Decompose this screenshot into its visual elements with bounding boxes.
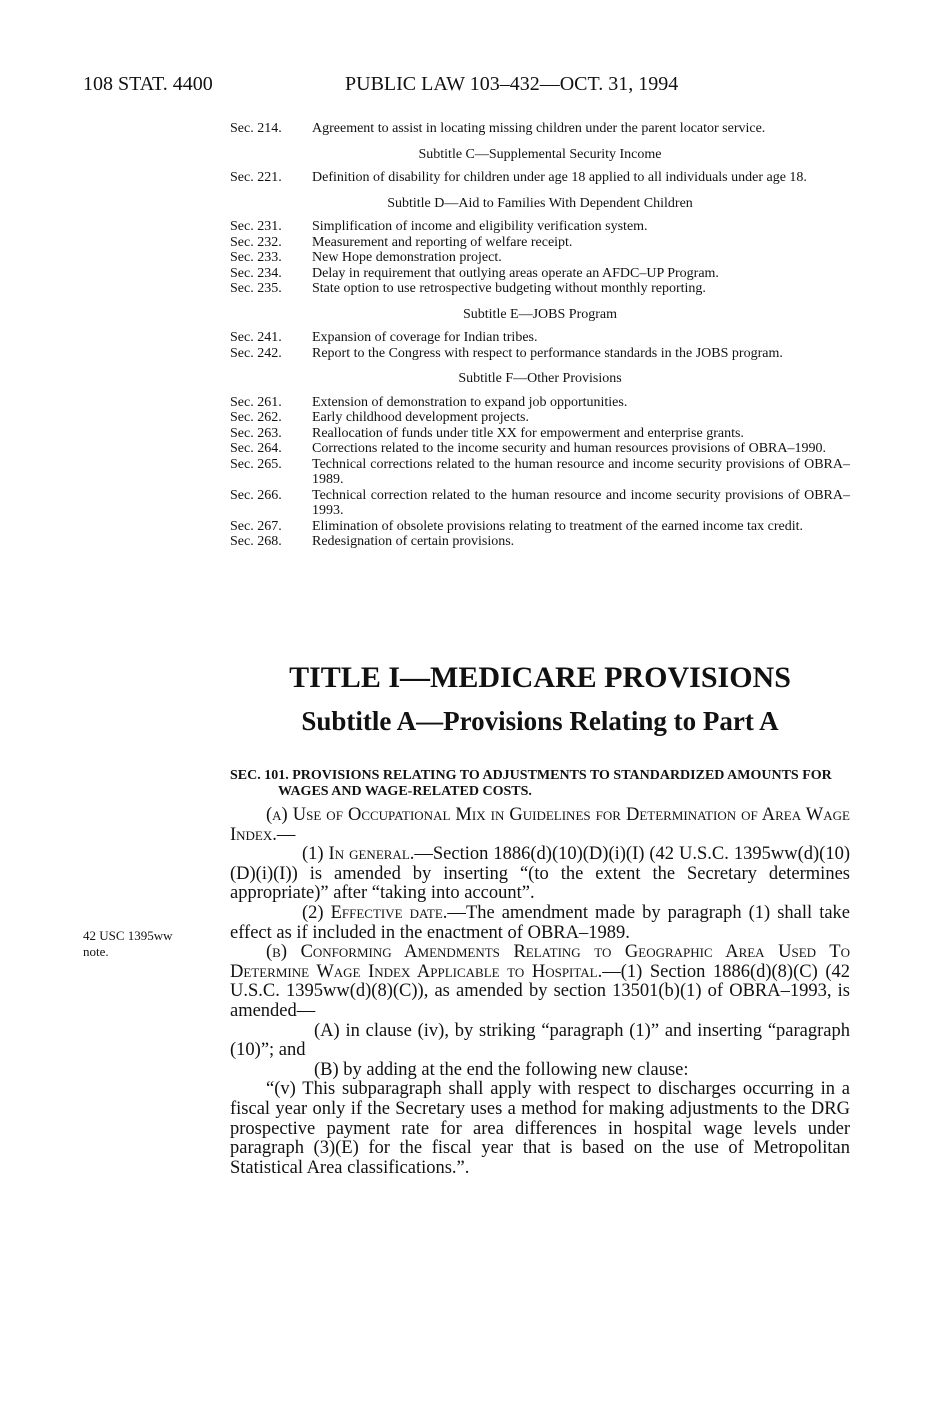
toc-section-number: Sec. 214. xyxy=(230,121,282,136)
toc-section-title: Technical corrections related to the human resource and income security provisions of OBRA–1989. xyxy=(312,456,850,487)
toc-entry xyxy=(230,330,850,346)
public-law-citation: PUBLIC LAW 103–432—OCT. 31, 1994 xyxy=(345,73,679,95)
toc-section-title: Report to the Congress with respect to performance standards in the JOBS program. xyxy=(312,345,783,361)
toc-section-number: Sec. 261. xyxy=(230,394,282,410)
toc-section-title: Definition of disability for children under age 18 applied to all individuals under age 18. xyxy=(312,170,807,185)
toc-group-d xyxy=(230,219,850,297)
subparagraph-b: (B) by adding at the end the following new clause: xyxy=(314,1059,689,1080)
paragraph-1-text: Section 1886(d)(10)(D)(i)(I) (42 U.S.C. 1395ww(d)(10)(D)(i)(I)) is amended by inserting “(to the extent the Secretary determines appropriate)” after “taking into account”. xyxy=(230,844,850,904)
toc-section-number: Sec. 242. xyxy=(230,345,282,361)
toc-section-number: Sec. 235. xyxy=(230,281,282,296)
toc-section-number: Sec. 231. xyxy=(230,219,282,234)
paragraph-2-label: (2) Effective date.— xyxy=(302,902,466,923)
margin-note-citation: 42 USC 1395ww xyxy=(83,928,173,943)
toc-section-title: Technical correction related to the human resource and income security provisions of OBRA–1993. xyxy=(312,487,850,518)
toc-group-f xyxy=(230,395,850,550)
toc-entry xyxy=(230,281,850,297)
toc-section-number: Sec. 233. xyxy=(230,250,282,265)
toc-entry xyxy=(230,410,850,426)
toc-entry xyxy=(230,250,850,266)
subparagraph-a: (A) in clause (iv), by striking “paragraph (1)” and inserting “paragraph (10)”; and xyxy=(230,1020,850,1061)
subsection-b-heading: (b) Conforming Amendments Relating to Geographic Area Used To Determine Wage Index Applicable to Hospital.— xyxy=(230,942,850,982)
toc-section-title: Simplification of income and eligibility verification system. xyxy=(312,219,648,234)
toc-section-number: Sec. 263. xyxy=(230,425,282,441)
toc-entry xyxy=(230,519,850,535)
toc-subtitle-e: Subtitle E—JOBS Program xyxy=(462,306,617,322)
toc-section-title: Extension of demonstration to expand job opportunities. xyxy=(312,394,628,410)
toc-section-number: Sec. 268. xyxy=(230,534,282,549)
toc-section-number: Sec. 265. xyxy=(230,456,282,472)
toc-entry xyxy=(230,426,850,442)
toc-section-number: Sec. 264. xyxy=(230,441,282,456)
toc-section-number: Sec. 234. xyxy=(230,265,282,281)
subsection-b-text: (1) Section 1886(d)(8)(C) (42 U.S.C. 1395ww(d)(8)(C)), as amended by section 13501(b)(1) of OBRA–1993, is amended— xyxy=(230,961,850,1021)
subsection-a-heading: (a) Use of Occupational Mix in Guidelines for Determination of Area Wage Index.— xyxy=(230,805,850,845)
toc-subtitle-d: Subtitle D—Aid to Families With Dependent Children xyxy=(387,195,693,211)
paragraph-1 xyxy=(230,845,850,904)
title-heading: TITLE I—MEDICARE PROVISIONS xyxy=(289,661,791,694)
toc-section-title: Expansion of coverage for Indian tribes. xyxy=(312,330,538,345)
toc-group-c xyxy=(230,170,850,186)
toc-entry xyxy=(230,170,850,186)
quoted-clause-v: “(v) This subparagraph shall apply with respect to discharges occurring in a fiscal year only if the Secretary uses a method for making adjustments to the DRG prospective payment rate for area differences in hospital wage levels under paragraph (3)(E) for the fiscal year that is based on the use of Metropolitan Statistical Area classifications.”. xyxy=(230,1079,850,1178)
table-of-contents xyxy=(230,121,850,550)
toc-section-title: New Hope demonstration project. xyxy=(312,250,502,265)
toc-section-number: Sec. 267. xyxy=(230,518,282,534)
toc-entry xyxy=(230,219,850,235)
toc-section-title: Agreement to assist in locating missing children under the parent locator service. xyxy=(312,121,766,136)
toc-section-title: Early childhood development projects. xyxy=(312,410,529,425)
toc-entry xyxy=(230,266,850,282)
paragraph-1-label: (1) In general.— xyxy=(302,844,433,865)
toc-subtitle-f: Subtitle F—Other Provisions xyxy=(458,371,622,386)
section-heading xyxy=(230,768,850,800)
toc-section-title: Reallocation of funds under title XX for empowerment and enterprise grants. xyxy=(312,425,744,441)
toc-entry xyxy=(230,441,850,457)
subtitle-heading: Subtitle A—Provisions Relating to Part A xyxy=(301,706,779,736)
page-citation: 108 STAT. 4400 xyxy=(83,73,213,95)
toc-entry xyxy=(230,235,850,251)
paragraph-2 xyxy=(230,904,850,943)
toc-entry xyxy=(230,346,850,362)
toc-subtitle-c: Subtitle C—Supplemental Security Income xyxy=(418,146,662,162)
toc-entry xyxy=(230,121,850,137)
toc-entry xyxy=(230,488,850,519)
toc-section-title: Delay in requirement that outlying areas operate an AFDC–UP Program. xyxy=(312,265,719,281)
toc-entry xyxy=(230,534,850,550)
margin-note-label: note. xyxy=(83,944,109,959)
paragraph-2-text: The amendment made by paragraph (1) shall take effect as if included in the enactment of OBRA–1989. xyxy=(230,902,851,943)
toc-section-number: Sec. 221. xyxy=(230,170,282,185)
section-body xyxy=(230,806,850,1178)
toc-entry xyxy=(230,395,850,411)
toc-section-title: Measurement and reporting of welfare receipt. xyxy=(312,234,573,250)
toc-section-number: Sec. 241. xyxy=(230,330,282,345)
margin-note xyxy=(83,928,223,960)
subsection-b xyxy=(230,943,850,1021)
toc-group-e xyxy=(230,330,850,361)
toc-section-title: Elimination of obsolete provisions relating to treatment of the earned income tax credit. xyxy=(312,518,804,534)
toc-section-number: Sec. 266. xyxy=(230,487,282,503)
toc-section-title: Redesignation of certain provisions. xyxy=(312,534,515,549)
toc-section-title: Corrections related to the income security and human resources provisions of OBRA–1990. xyxy=(312,441,826,456)
toc-group-b xyxy=(230,121,850,137)
toc-section-number: Sec. 262. xyxy=(230,410,282,425)
toc-entry xyxy=(230,457,850,488)
toc-section-number: Sec. 232. xyxy=(230,234,282,250)
toc-section-title: State option to use retrospective budgeting without monthly reporting. xyxy=(312,281,706,296)
section-heading-text: SEC. 101. PROVISIONS RELATING TO ADJUSTMENTS TO STANDARDIZED AMOUNTS FOR WAGES AND WAGE-RELATED COSTS. xyxy=(230,768,832,799)
